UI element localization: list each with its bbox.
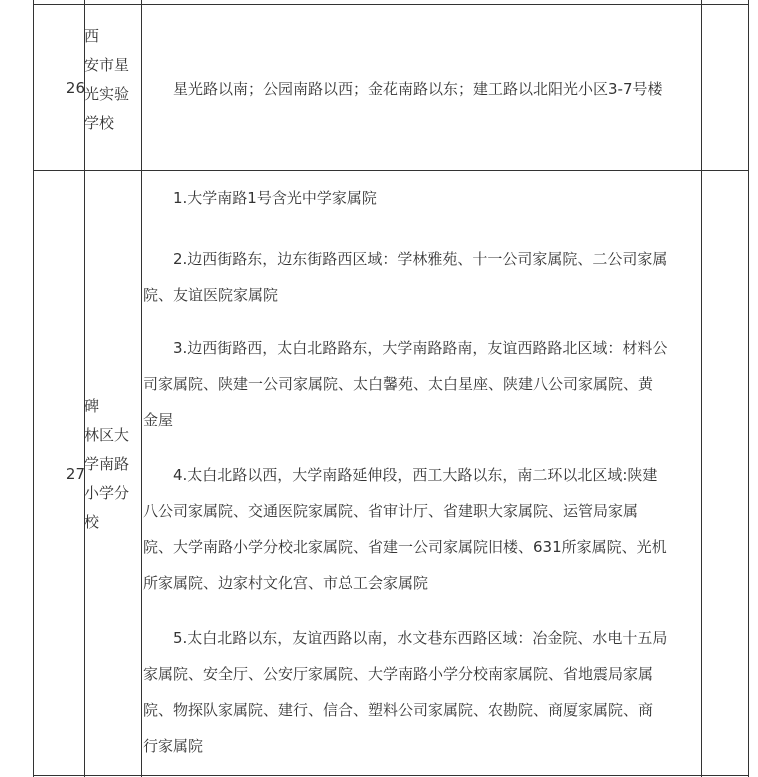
row-divider bbox=[33, 775, 749, 776]
area-paragraph: 2.边西街路东，边东街路西区域：学林雅苑、十一公司家属院、二公司家属 院、友谊医院家属院 bbox=[143, 250, 668, 304]
school-name: 西 安市星 光实验 学校 bbox=[84, 27, 130, 132]
area-paragraph: 1.大学南路1号含光中学家属院 bbox=[173, 189, 377, 207]
row-divider bbox=[33, 4, 749, 5]
area-paragraph: 5.太白北路以东，友谊西路以南，水文巷东西路区域：冶金院、水电十五局 家属院、安全厅、公安厅家属院、大学南路小学分校南家属院、省地震局家属 院、物探队家属院、建行、信合、塑料公司家属院、农勘院、商厦家属院、商 行家属院 bbox=[143, 629, 668, 755]
row-number: 27 bbox=[65, 465, 85, 483]
table-border-left bbox=[33, 0, 34, 777]
row-divider bbox=[33, 170, 749, 171]
area-paragraph: 4.太白北路以西，大学南路延伸段，西工大路以东，南二环以北区域:陕建 八公司家属院、交通医院家属院、省审计厅、省建职大家属院、运管局家属 院、大学南路小学分校北家属院、省建一公司家属院旧楼、631所家属院、光机 所家属院、边家村文化宫、市总工会家属院 bbox=[143, 466, 667, 592]
table-border-right bbox=[748, 0, 749, 777]
table-column-divider bbox=[141, 0, 142, 777]
enrollment-area: 星光路以南；公园南路以西；金花南路以东；建工路以北阳光小区3-7号楼 bbox=[173, 80, 663, 98]
row-number: 26 bbox=[65, 79, 85, 97]
area-paragraph: 3.边西街路西，太白北路路东，大学南路路南，友谊西路路北区域：材料公 司家属院、陕建一公司家属院、太白馨苑、太白星座、陕建八公司家属院、黄 金屋 bbox=[143, 339, 668, 429]
school-name: 碑 林区大 学南路 小学分 校 bbox=[84, 397, 130, 531]
